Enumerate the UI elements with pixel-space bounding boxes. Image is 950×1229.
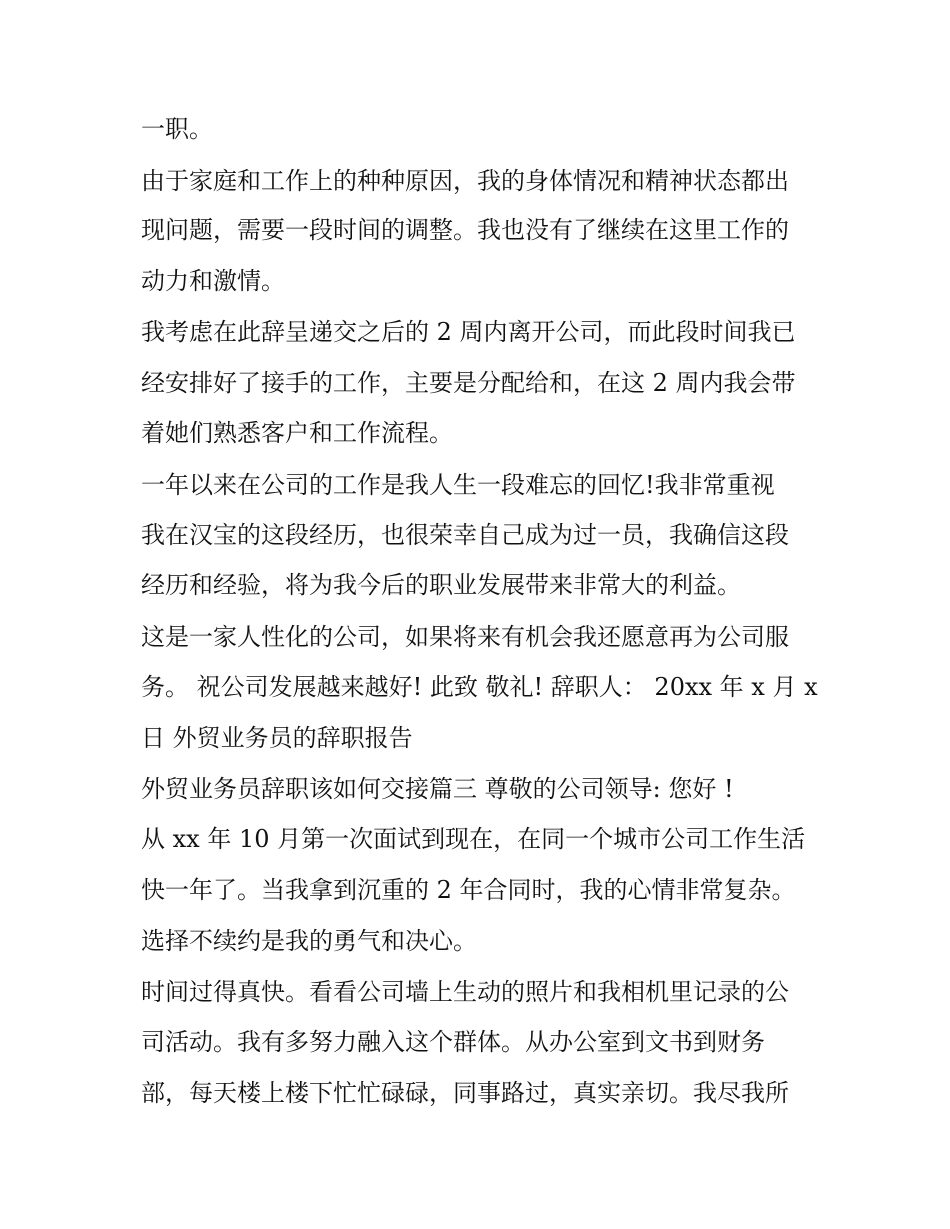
text-line: 由于家庭和工作上的种种原因，我的身体情况和精神状态都出: [141, 167, 789, 195]
text-line: 经历和经验，将为我今后的职业发展带来非常大的利益。: [141, 571, 741, 599]
text-line: 日 外贸业务员的辞职报告: [141, 724, 413, 752]
text-line: 我考虑在此辞呈递交之后的 2 周内离开公司，而此段时间我已: [141, 318, 796, 346]
text-line: 我在汉宝的这段经历，也很荣幸自己成为过一员，我确信这段: [141, 521, 789, 549]
text-line: 着她们熟悉客户和工作流程。: [141, 419, 453, 447]
text-line: 现问题，需要一段时间的调整。我也没有了继续在这里工作的: [141, 216, 789, 244]
text-line: 司活动。我有多努力融入这个群体。从办公室到文书到财务: [141, 1028, 765, 1056]
text-line: 经安排好了接手的工作，主要是分配给和，在这 2 周内我会带: [141, 369, 796, 397]
text-line: 务。 祝公司发展越来越好! 此致 敬礼! 辞职人： 20xx 年 x 月 x: [141, 673, 818, 701]
text-line: 动力和激情。: [141, 267, 285, 295]
text-line: 快一年了。当我拿到沉重的 2 年合同时，我的心情非常复杂。: [141, 876, 796, 904]
text-line: 一职。: [141, 115, 213, 143]
text-line: 外贸业务员辞职该如何交接篇三 尊敬的公司领导: 您好 !: [141, 775, 734, 803]
text-line: 从 xx 年 10 月第一次面试到现在，在同一个城市公司工作生活: [141, 825, 806, 853]
text-line: 选择不续约是我的勇气和决心。: [141, 927, 477, 955]
text-line: 时间过得真快。看看公司墙上生动的照片和我相机里记录的公: [141, 978, 789, 1006]
text-line: 这是一家人性化的公司，如果将来有机会我还愿意再为公司服: [141, 623, 789, 651]
text-line: 部，每天楼上楼下忙忙碌碌，同事路过，真实亲切。我尽我所: [141, 1079, 789, 1107]
text-line: 一年以来在公司的工作是我人生一段难忘的回忆!我非常重视: [141, 471, 775, 499]
